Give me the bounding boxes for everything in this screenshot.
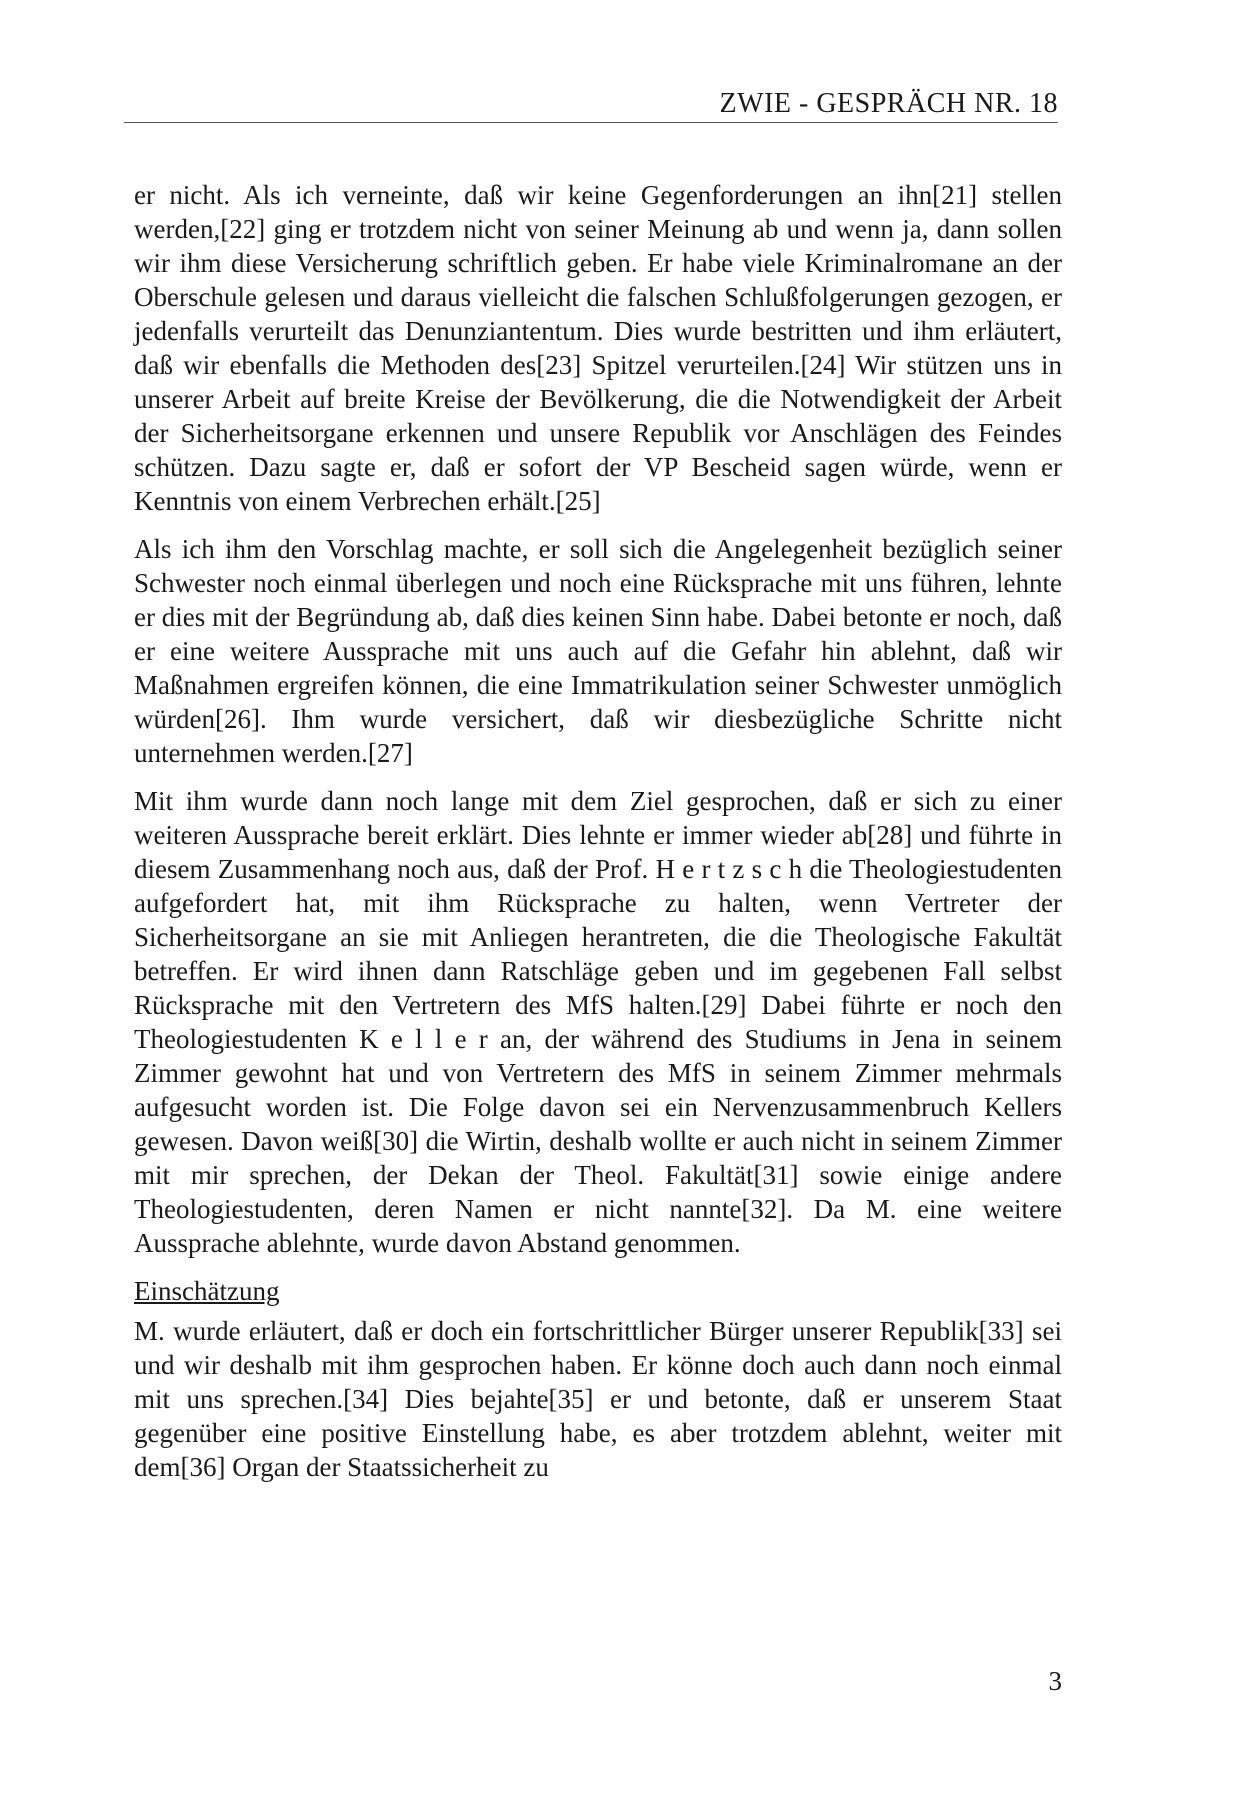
page-header	[124, 82, 1058, 123]
section-heading: Einschätzung	[134, 1276, 280, 1306]
paragraph-3: Mit ihm wurde dann noch lange mit dem Ziel gesprochen, daß er sich zu einer weiteren Aussprache bereit erklärt. Dies lehnte er immer wieder ab[28] und führte in diesem Zusammenhang noch aus, daß der Prof. H e r t z s c h die Theologiestudenten aufgefordert hat, mit ihm Rücksprache zu halten, wenn Vertreter der Sicherheitsorgane an sie mit Anliegen herantreten, die die Theologische Fakultät betreffen. Er wird ihnen dann Ratschläge geben und im gegebenen Fall selbst Rücksprache mit den Vertretern des MfS halten.[29] Dabei führte er noch den Theologiestudenten K e l l e r an, der während des Studiums in Jena in seinem Zimmer gewohnt hat und von Vertretern des MfS in seinem Zimmer mehrmals aufgesucht worden ist. Die Folge davon sei ein Nervenzusammenbruch Kellers gewesen. Davon weiß[30] die Wirtin, deshalb wollte er auch nicht in seinem Zimmer mit mir sprechen, der Dekan der Theol. Fakultät[31] sowie einige andere Theologiestudenten, deren Namen er nicht nannte[32]. Da M. eine weitere Aussprache ablehnte, wurde davon Abstand genommen.	[134, 786, 1062, 1258]
header-title: ZWIE - GESPRÄCH NR. 18	[719, 88, 1058, 119]
paragraph-4: M. wurde erläutert, daß er doch ein fortschrittlicher Bürger unserer Republik[33] sei und wir deshalb mit ihm gesprochen haben. Er könne doch auch dann noch einmal mit uns sprechen.[34] Dies bejahte[35] er und betonte, daß er unserem Staat gegenüber eine positive Einstellung habe, es aber trotzdem ablehnt, weiter mit dem[36] Organ der Staatssicherheit zu	[134, 1316, 1062, 1482]
page-number: 3	[1048, 1666, 1062, 1696]
paragraph-2: Als ich ihm den Vorschlag machte, er soll sich die Angelegenheit bezüglich seiner Schwester noch einmal überlegen und noch eine Rücksprache mit uns führen, lehnte er dies mit der Begründung ab, daß dies keinen Sinn habe. Dabei betonte er noch, daß er eine weitere Aussprache mit uns auch auf die Gefahr hin ablehnt, daß wir Maßnahmen ergreifen können, die eine Immatrikulation seiner Schwester unmöglich würden[26]. Ihm wurde versichert, daß wir diesbezügliche Schritte nicht unternehmen werden.[27]	[134, 534, 1062, 768]
document-body	[134, 178, 1062, 1498]
paragraph-1: er nicht. Als ich verneinte, daß wir keine Gegenforderungen an ihn[21] stellen werden,[22] ging er trotzdem nicht von seiner Meinung ab und wenn ja, dann sollen wir ihm diese Versicherung schriftlich geben. Er habe viele Kriminalromane an der Oberschule gelesen und daraus vielleicht die falschen Schlußfolgerungen gezogen, er jedenfalls verurteilt das Denunziantentum. Dies wurde bestritten und ihm erläutert, daß wir ebenfalls die Methoden des[23] Spitzel verurteilen.[24] Wir stützen uns in unserer Arbeit auf breite Kreise der Bevölkerung, die die Notwendigkeit der Arbeit der Sicherheitsorgane erkennen und unsere Republik vor Anschlägen des Feindes schützen. Dazu sagte er, daß er sofort der VP Bescheid sagen würde, wenn er Kenntnis von einem Verbrechen erhält.[25]	[134, 180, 1062, 516]
